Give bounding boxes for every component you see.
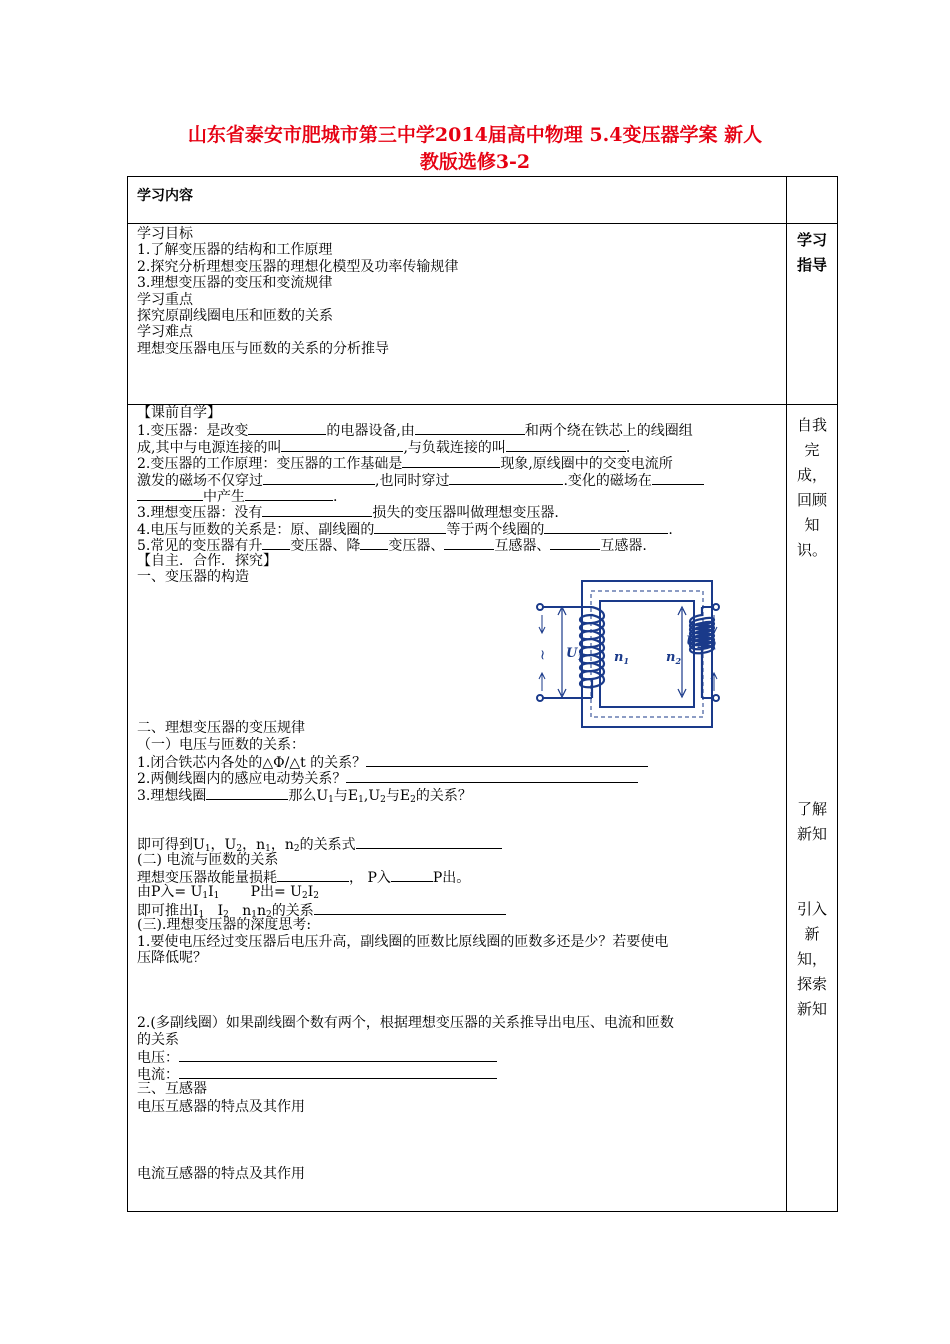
goal-item: 1.了解变压器的结构和工作原理 (137, 242, 333, 259)
voltage-relation: 即可得到$U_1$，$U_2$，$n_1$，$n_2$的关系式 (137, 835, 786, 851)
preview-q5: 5.常见的变压器有升 变压器、降 变压器、 互感器、 互感器. (137, 538, 647, 555)
section-voltage: 二、理想变压器的变压规律 (137, 720, 305, 737)
current-p3: 即可推出$I_1$ $I_2$ $n_1n_2$的关系 (137, 901, 786, 917)
preview-q3: 3.理想变压器：没有 损失的变压器叫做理想变压器. (137, 505, 559, 522)
current-sub2: (二) 电流与匝数的关系 (137, 851, 279, 868)
side-note: 自我 (796, 416, 827, 434)
goal-item: 3.理想变压器的变压和变流规律 (137, 275, 333, 292)
side-note: 新知 (796, 1000, 827, 1018)
preview-q1: 1.变压器：是改变 的电器设备,由 和两个绕在铁芯上的线圈组 (137, 423, 693, 440)
side-note: 回顾 (796, 491, 827, 509)
section-transformer-instr: 三、互感器 (137, 1080, 207, 1097)
study-table (127, 176, 838, 1212)
ac-symbol-right: ~ (706, 639, 722, 651)
voltage-sub1: （一）电压与匝数的关系： (137, 736, 305, 753)
label-u1: $U_1$ (566, 646, 583, 662)
preview-q2-end: 中产生 . (137, 487, 786, 503)
side-note: 探索 (796, 975, 827, 993)
answer-voltage: 电压： (137, 1048, 786, 1064)
preview-q4: 4.电压与匝数的关系是：原、副线圈的 等于两个线圈的 . (137, 521, 673, 538)
difficulty-heading: 学习难点 (137, 324, 193, 341)
answer-current: 电流： (137, 1065, 786, 1081)
side-note: 引入 (796, 900, 827, 918)
ac-symbol-left: ~ (534, 649, 550, 661)
side-note: 新知 (796, 825, 827, 843)
preview-heading: 【课前自学】 (137, 405, 221, 421)
table-header-cell: 学习内容 (128, 177, 787, 224)
goals-cell (128, 224, 787, 405)
side-label: 学习 (796, 231, 827, 249)
key-heading: 学习重点 (137, 291, 193, 308)
document-title (120, 122, 830, 176)
side-note: 新 (804, 925, 820, 943)
section-structure: 一、变压器的构造 (137, 568, 249, 585)
table-header-side (787, 177, 838, 224)
label-n2: $n_2$ (666, 650, 682, 666)
title-line-2: 教版选修3-2 (419, 151, 531, 173)
difficulty-text: 理想变压器电压与匝数的关系的分析推导 (137, 340, 389, 357)
content-cell (128, 405, 787, 1212)
side-note: 完 (804, 441, 820, 459)
key-text: 探究原副线圈电压和匝数的关系 (137, 307, 333, 324)
side-note: 知 (804, 516, 820, 534)
guide-side-cell (787, 224, 838, 405)
think-q1: 1.要使电压经过变压器后电压升高，副线圈的匝数比原线圈的匝数多还是少？若要使电 (137, 933, 669, 950)
label-n1: $n_1$ (614, 650, 630, 666)
side-notes-cell (787, 405, 838, 1212)
voltage-transformer: 电压互感器的特点及其作用 (137, 1099, 305, 1116)
current-p2: 由P入= $U_1I_1$ P出= $U_2I_2$ (137, 884, 319, 902)
goal-item: 2.探究分析理想变压器的理想化模型及功率传输规律 (137, 258, 459, 275)
title-line-1: 山东省泰安市肥城市第三中学2014届高中物理 5.4变压器学案 新人 (187, 124, 763, 146)
think-q2-cont: 的关系 (137, 1031, 179, 1048)
side-note: 知， (796, 950, 827, 968)
side-note: 成， (796, 466, 827, 484)
explore-heading: 【自主．合作．探究】 (137, 552, 277, 569)
side-label: 指导 (796, 256, 827, 274)
transformer-diagram (526, 575, 726, 735)
side-note: 了解 (796, 800, 827, 818)
think-q1-cont: 压降低呢？ (137, 949, 207, 966)
think-q2: 2.(多副线圈）如果副线圈个数有两个，根据理想变压器的关系推导出电压、电流和匝数 (137, 1015, 674, 1032)
current-transformer: 电流互感器的特点及其作用 (137, 1165, 305, 1182)
voltage-q1: 1.闭合铁芯内各处的△Φ/△t 的关系？ (137, 753, 786, 769)
voltage-q2: 2.两侧线圈内的感应电动势关系？ (137, 769, 786, 785)
goals-heading: 学习目标 (137, 226, 193, 242)
current-sub3: (三).理想变压器的深度思考: (137, 917, 312, 934)
iron-core-outer (582, 581, 712, 727)
label-u2: $U_2$ (686, 634, 703, 650)
preview-q2: 2.变压器的工作原理：变压器的工作基础是 现象,原线圈中的交变电流所 (137, 456, 673, 473)
voltage-q3: 3.理想线圈 那么$U_1$与$E_1,U_2$与$E_2$的关系？ (137, 787, 472, 805)
current-p1: 理想变压器故能量损耗 ， P入 P出。 (137, 870, 471, 887)
side-note: 识。 (796, 541, 827, 559)
preview-q2-cont: 激发的磁场不仅穿过 ,也同时穿过 .变化的磁场在 (137, 471, 786, 487)
preview-q1-cont: 成,其中与电源连接的叫 ,与负载连接的叫 . (137, 439, 631, 456)
core-dash-line (591, 591, 703, 717)
